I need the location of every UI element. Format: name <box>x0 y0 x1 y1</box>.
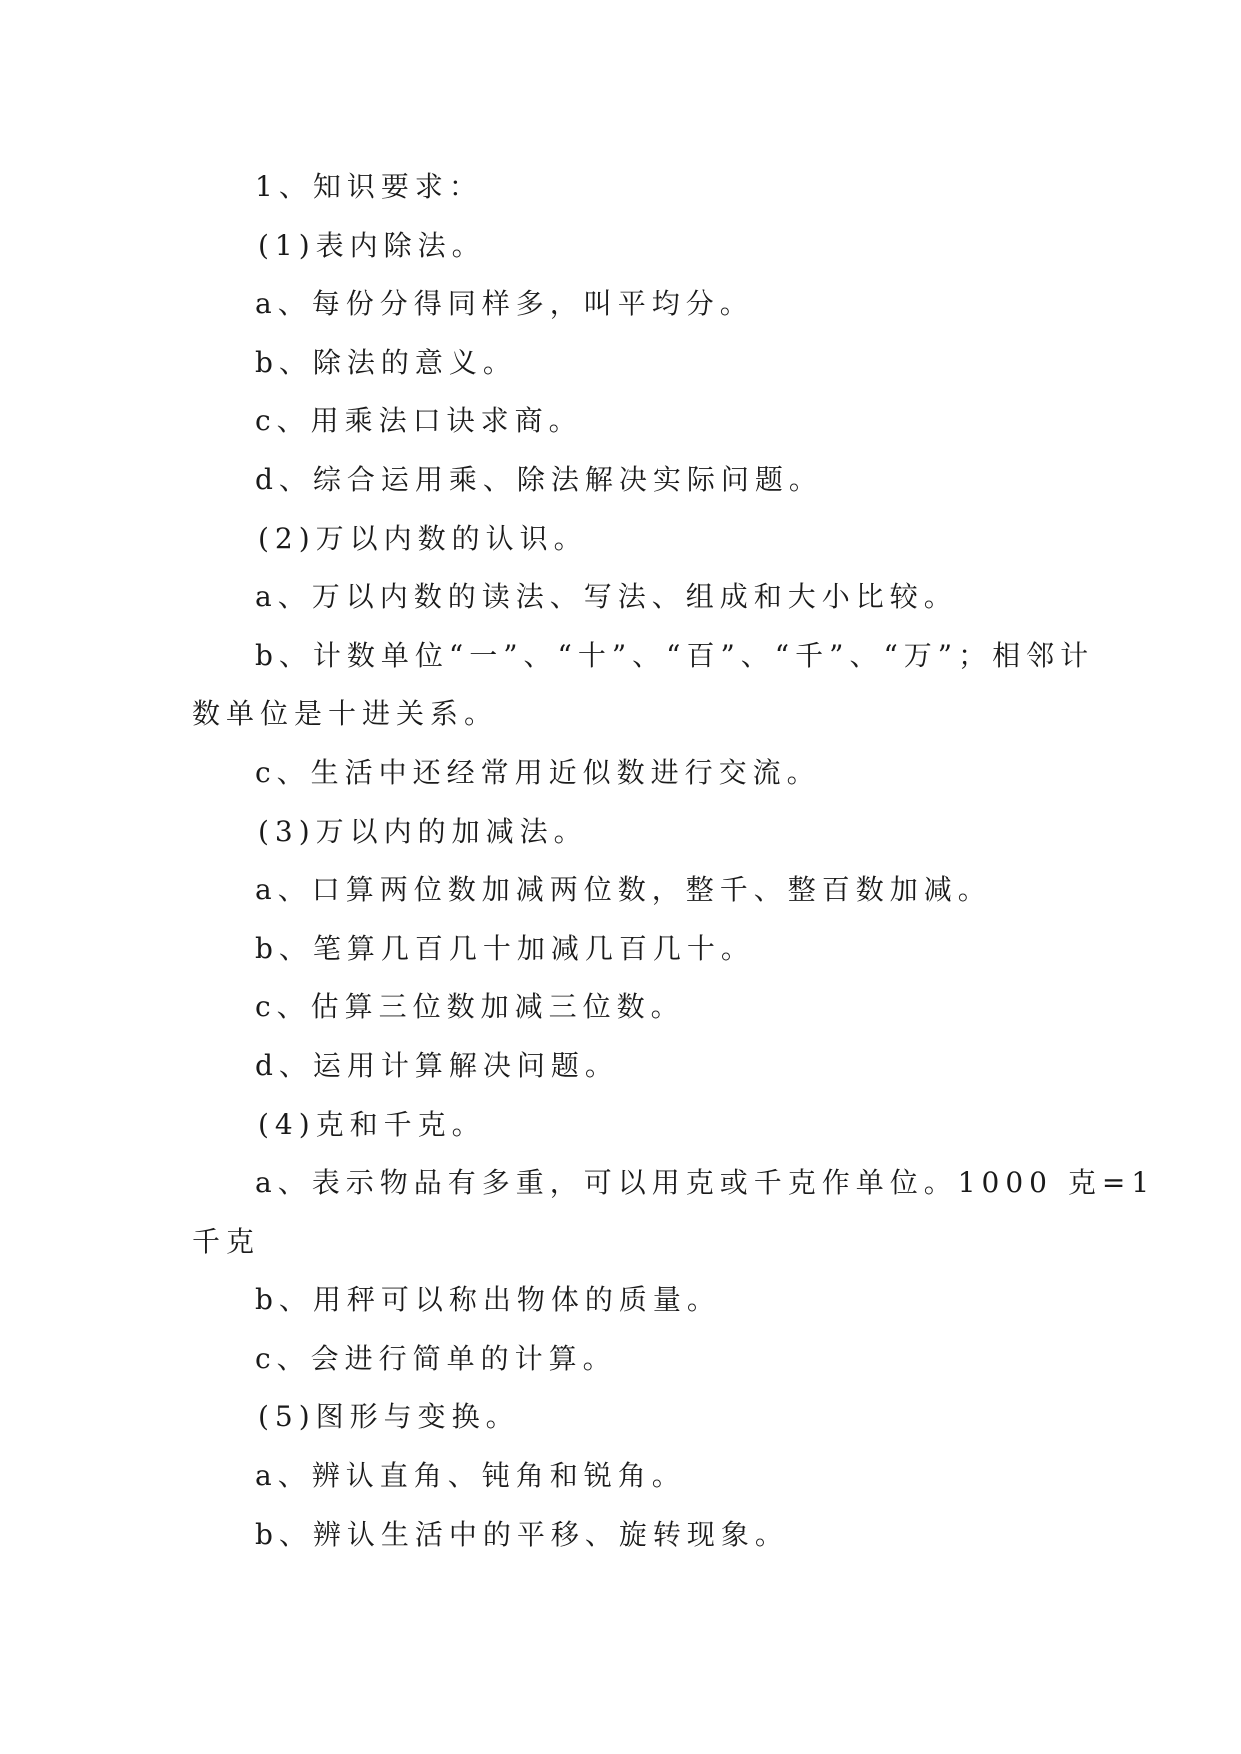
section-4-title: (4)克和千克。 <box>258 1107 486 1141</box>
list-item: a、口算两位数加减两位数，整千、整百数加减。 <box>255 873 992 907</box>
list-item: a、每份分得同样多，叫平均分。 <box>255 287 754 321</box>
section-2-title: (2)万以内数的认识。 <box>258 521 588 555</box>
heading-knowledge-requirements: 1、知识要求： <box>255 170 483 203</box>
list-item: b、辨认生活中的平移、旋转现象。 <box>255 1517 789 1551</box>
list-item: a、辨认直角、钝角和锐角。 <box>255 1459 686 1493</box>
list-item: d、综合运用乘、除法解决实际问题。 <box>255 462 823 496</box>
list-item-continuation: 数单位是十进关系。 <box>192 697 499 731</box>
list-item: c、会进行简单的计算。 <box>255 1341 617 1375</box>
list-item: c、估算三位数加减三位数。 <box>255 990 685 1024</box>
section-3-title: (3)万以内的加减法。 <box>258 814 588 848</box>
section-5-title: (5)图形与变换。 <box>258 1400 520 1434</box>
list-item: b、计数单位“一”、“十”、“百”、“千”、“万”；相邻计 <box>255 638 1095 672</box>
list-item: c、生活中还经常用近似数进行交流。 <box>255 755 821 789</box>
list-item: a、万以内数的读法、写法、组成和大小比较。 <box>255 580 958 614</box>
list-item: b、用秤可以称出物体的质量。 <box>255 1283 721 1317</box>
list-item: b、除法的意义。 <box>255 345 517 379</box>
list-item: a、表示物品有多重，可以用克或千克作单位。1000 克=1 <box>255 1166 1156 1200</box>
list-item: d、运用计算解决问题。 <box>255 1048 619 1082</box>
list-item: c、用乘法口诀求商。 <box>255 404 583 438</box>
list-item-continuation: 千克 <box>192 1224 261 1258</box>
list-item: b、笔算几百几十加减几百几十。 <box>255 931 755 965</box>
section-1-title: (1)表内除法。 <box>258 228 486 262</box>
document-body <box>192 158 1156 1564</box>
